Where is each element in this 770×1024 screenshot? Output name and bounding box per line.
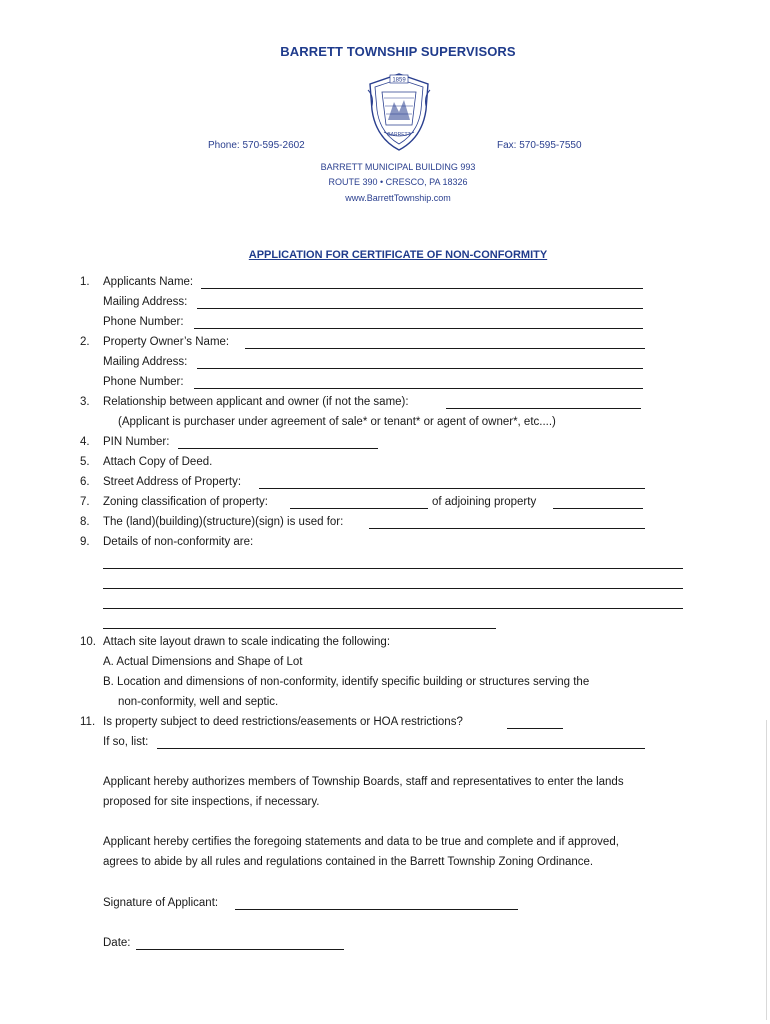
details-label: Details of non-conformity are: [103, 536, 254, 548]
fax-number: Fax: 570-595-7550 [497, 140, 582, 151]
street-address-label: Street Address of Property: [103, 476, 242, 488]
signature-field[interactable] [235, 909, 518, 910]
phone-number-label: Phone Number: [103, 316, 184, 328]
adjoining-property-field[interactable] [553, 508, 643, 509]
date-label: Date: [103, 937, 131, 949]
deed-restrictions-field[interactable] [507, 728, 563, 729]
item-number: 2. [80, 336, 90, 348]
pin-number-label: PIN Number: [103, 436, 170, 448]
site-layout-item-a: A. Actual Dimensions and Shape of Lot [103, 656, 303, 668]
item-number: 1. [80, 276, 90, 288]
mailing-address-label: Mailing Address: [103, 296, 188, 308]
details-field-line[interactable] [103, 588, 683, 589]
adjoining-property-label: of adjoining property [432, 496, 537, 508]
address-line-2: ROUTE 390 • CRESCO, PA 18326 [328, 177, 468, 187]
item-number: 11. [80, 716, 96, 728]
street-address-field[interactable] [259, 488, 645, 489]
mailing-address-field[interactable] [197, 308, 643, 309]
item-number: 5. [80, 456, 90, 468]
township-title: BARRETT TOWNSHIP SUPERVISORS [280, 44, 516, 59]
if-so-list-field[interactable] [157, 748, 645, 749]
signature-label: Signature of Applicant: [103, 897, 219, 909]
owner-phone-number-label: Phone Number: [103, 376, 184, 388]
township-seal-logo [364, 70, 434, 154]
form-heading: APPLICATION FOR CERTIFICATE OF NON-CONFORMITY [248, 249, 548, 261]
owner-mailing-address-label: Mailing Address: [103, 356, 188, 368]
authorization-text-cont: proposed for site inspections, if necessary. [103, 796, 320, 808]
deed-restrictions-label: Is property subject to deed restrictions/easements or HOA restrictions? [103, 716, 463, 728]
relationship-field[interactable] [446, 408, 641, 409]
site-layout-item-b-cont: non-conformity, well and septic. [118, 696, 279, 708]
applicants-name-field[interactable] [201, 288, 643, 289]
date-field[interactable] [136, 949, 344, 950]
owners-name-label: Property Owner’s Name: [103, 336, 230, 348]
item-number: 7. [80, 496, 90, 508]
attach-deed-text: Attach Copy of Deed. [103, 456, 213, 468]
certification-text: Applicant hereby certifies the foregoing statements and data to be true and complete and if approved, [103, 836, 619, 848]
details-field-line[interactable] [103, 568, 683, 569]
item-number: 3. [80, 396, 90, 408]
website-link[interactable]: www.BarrettTownship.com [345, 193, 451, 203]
relationship-note: (Applicant is purchaser under agreement of sale* or tenant* or agent of owner*, etc....) [118, 416, 556, 428]
pin-number-field[interactable] [178, 448, 378, 449]
zoning-classification-field[interactable] [290, 508, 428, 509]
seal-name: BARRETT [387, 132, 411, 138]
phone-number-field[interactable] [194, 328, 643, 329]
item-number: 4. [80, 436, 90, 448]
zoning-classification-label: Zoning classification of property: [103, 496, 268, 508]
item-number: 9. [80, 536, 90, 548]
used-for-label: The (land)(building)(structure)(sign) is used for: [103, 516, 344, 528]
details-field-line[interactable] [103, 608, 683, 609]
certification-text-cont: agrees to abide by all rules and regulations contained in the Barrett Township Zoning Ordinance. [103, 856, 594, 868]
owner-mailing-address-field[interactable] [197, 368, 643, 369]
site-layout-text: Attach site layout drawn to scale indicating the following: [103, 636, 391, 648]
authorization-text: Applicant hereby authorizes members of Township Boards, staff and representatives to enter the lands [103, 776, 624, 788]
address-line-1: BARRETT MUNICIPAL BUILDING 993 [320, 162, 476, 172]
applicants-name-label: Applicants Name: [103, 276, 194, 288]
page-edge-rule [766, 720, 767, 1020]
item-number: 10. [80, 636, 96, 648]
seal-year: 1859 [392, 77, 406, 84]
item-number: 6. [80, 476, 90, 488]
owner-phone-number-field[interactable] [194, 388, 643, 389]
if-so-list-label: If so, list: [103, 736, 149, 748]
item-number: 8. [80, 516, 90, 528]
details-field-line[interactable] [103, 628, 496, 629]
used-for-field[interactable] [369, 528, 645, 529]
relationship-label: Relationship between applicant and owner (if not the same): [103, 396, 409, 408]
phone-number: Phone: 570-595-2602 [208, 140, 305, 151]
owners-name-field[interactable] [245, 348, 645, 349]
site-layout-item-b: B. Location and dimensions of non-conformity, identify specific building or structures serving the [103, 676, 590, 688]
